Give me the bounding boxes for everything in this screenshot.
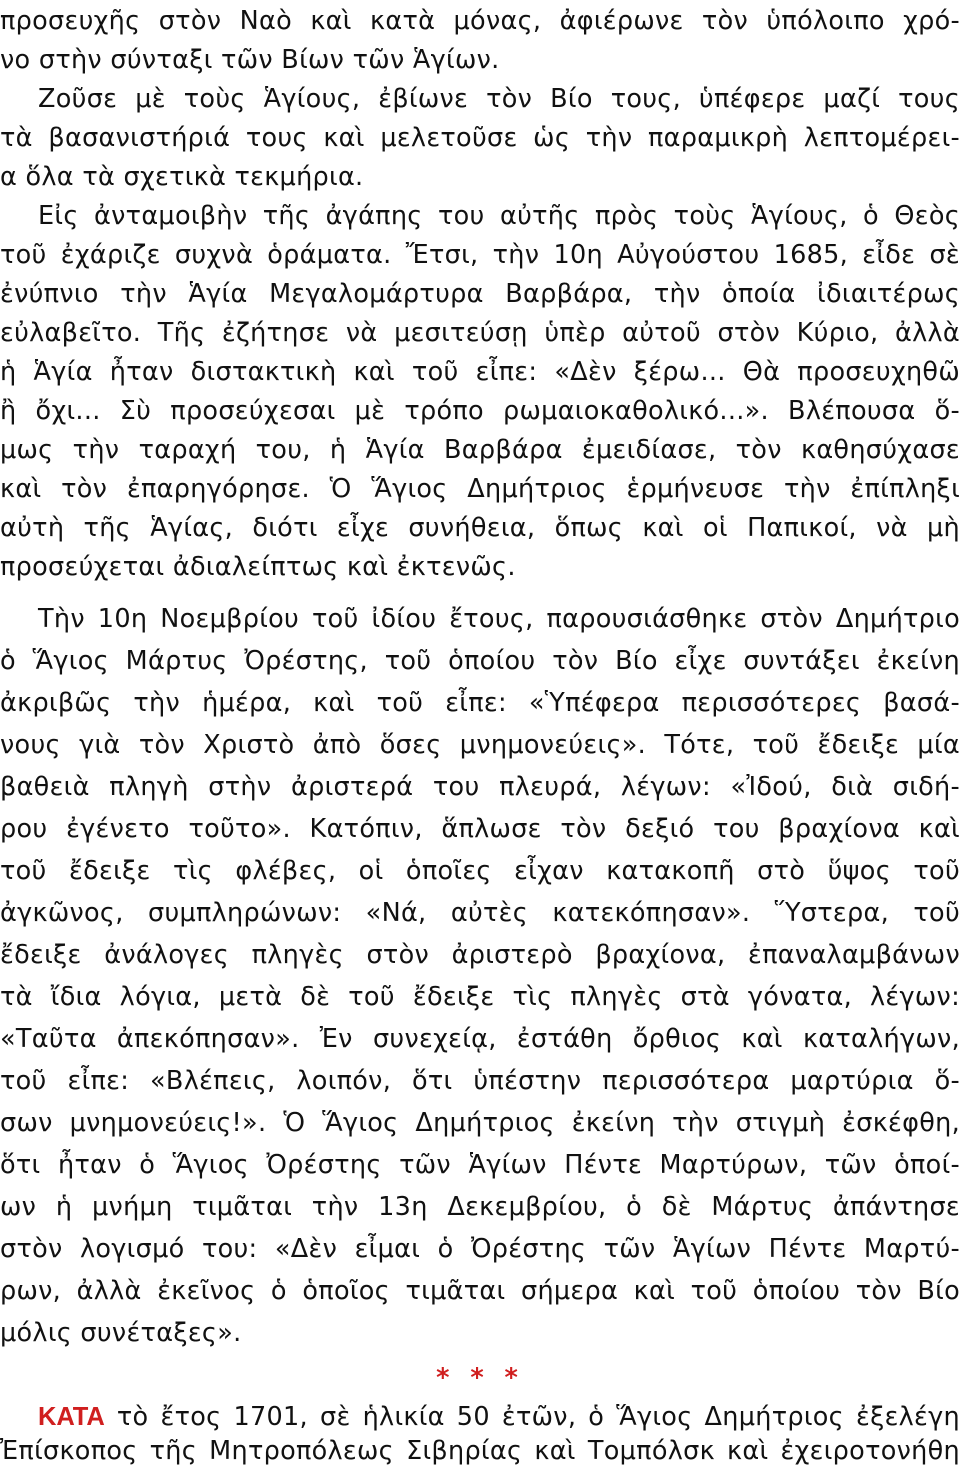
text-line: ρων, ἀλλὰ ἐκεῖνος ὁ ὁποῖος τιμᾶται σήμερα καὶ τοῦ ὁποίου τὸν Βίο xyxy=(0,1276,960,1306)
dropcap-word: ΚΑΤΑ xyxy=(38,1403,105,1431)
text-line: Ζοῦσε μὲ τοὺς Ἁγίους, ἐβίωνε τὸν Βίο τους, ὑπέφερε μαζί τους xyxy=(38,84,960,114)
text-line: βαθειὰ πληγὴ στὴν ἀριστερά του πλευρά, λέγων: «Ἰδού, διὰ σιδή- xyxy=(0,772,960,802)
text-line: τὰ ἴδια λόγια, μετὰ δὲ τοῦ ἔδειξε τὶς πληγὲς στὰ γόνατα, λέγων: xyxy=(0,982,960,1012)
text-span: τὸ ἔτος 1701, σὲ ἡλικία 50 ἐτῶν, ὁ Ἅγιος Δημήτριος ἐξελέγη xyxy=(104,1402,960,1432)
text-line: ἀκριβῶς τὴν ἡμέρα, καὶ τοῦ εἶπε: «Ὑπέφερα περισσότερες βασά- xyxy=(0,688,960,718)
section-separator: * * * xyxy=(436,1363,524,1393)
text-line: ὁ Ἅγιος Μάρτυς Ὀρέστης, τοῦ ὁποίου τὸν Βίο εἶχε συντάξει ἐκείνη xyxy=(0,646,960,676)
text-line: ἀγκῶνος, συμπληρώνων: «Νά, αὐτὲς κατεκόπησαν». Ὕστερα, τοῦ xyxy=(0,898,960,928)
text-line: προσευχῆς στὸν Ναὸ καὶ κατὰ μόνας, ἀφιέρωνε τὸν ὑπόλοιπο χρό- xyxy=(0,6,960,36)
text-line: ἢ ὄχι... Σὺ προσεύχεσαι μὲ τρόπο ρωμαιοκαθολικό...». Βλέπουσα ὅ- xyxy=(0,396,960,426)
text-line: ἔδειξε ἀνάλογες πληγὲς στὸν ἀριστερὸ βραχίονα, ἐπαναλαμβάνων xyxy=(0,940,960,970)
text-line: τοῦ ἐχάριζε συχνὰ ὁράματα. Ἔτσι, τὴν 10η Αὐγούστου 1685, εἶδε σὲ xyxy=(0,240,960,270)
text-line: τοῦ ἔδειξε τὶς φλέβες, οἱ ὁποῖες εἶχαν κατακοπῆ στὸ ὕψος τοῦ xyxy=(0,856,960,886)
text-line: νο στὴν σύνταξι τῶν Βίων τῶν Ἁγίων. xyxy=(0,45,500,75)
text-line: στὸν λογισμό του: «Δὲν εἶμαι ὁ Ὀρέστης τῶν Ἁγίων Πέντε Μαρτύ- xyxy=(0,1234,960,1264)
text-line: αὐτὴ τῆς Ἁγίας, διότι εἶχε συνήθεια, ὅπως καὶ οἱ Παπικοί, νὰ μὴ xyxy=(0,513,960,543)
text-line: μως τὴν ταραχή του, ἡ Ἁγία Βαρβάρα ἐμειδίασε, τὸν καθησύχασε xyxy=(0,435,960,465)
text-line: τὰ βασανιστήριά τους καὶ μελετοῦσε ὡς τὴν παραμικρὴ λεπτομέρει- xyxy=(0,123,960,153)
text-line: τοῦ εἶπε: «Βλέπεις, λοιπόν, ὅτι ὑπέστην περισσότερα μαρτύρια ὅ- xyxy=(0,1066,960,1096)
text-line: εὐλαβεῖτο. Τῆς ἐζήτησε νὰ μεσιτεύσῃ ὑπὲρ αὐτοῦ στὸν Κύριο, ἀλλὰ xyxy=(0,318,960,348)
text-line: Εἰς ἀνταμοιβὴν τῆς ἀγάπης του αὐτῆς πρὸς τοὺς Ἁγίους, ὁ Θεὸς xyxy=(38,201,960,231)
text-line: μόλις συνέταξες». xyxy=(0,1318,242,1348)
text-line: ρου ἐγένετο τοῦτο». Κατόπιν, ἅπλωσε τὸν δεξιό του βραχίονα καὶ xyxy=(0,814,960,844)
text-line: Τὴν 10η Νοεμβρίου τοῦ ἰδίου ἔτους, παρουσιάσθηκε στὸν Δημήτριο xyxy=(38,604,960,634)
text-line: ἐνύπνιο τὴν Ἁγία Μεγαλομάρτυρα Βαρβάρα, τὴν ὁποία ἰδιαιτέρως xyxy=(0,279,960,309)
text-line: νους γιὰ τὸν Χριστὸ ἀπὸ ὅσες μνημονεύεις». Τότε, τοῦ ἔδειξε μία xyxy=(0,730,960,760)
text-line: σων μνημονεύεις!». Ὁ Ἅγιος Δημήτριος ἐκείνη τὴν στιγμὴ ἐσκέφθη, xyxy=(0,1108,960,1138)
text-line: α ὅλα τὰ σχετικὰ τεκμήρια. xyxy=(0,162,364,192)
text-line: προσεύχεται ἀδιαλείπτως καὶ ἐκτενῶς. xyxy=(0,552,516,582)
text-line: ἡ Ἁγία ἦταν διστακτικὴ καὶ τοῦ εἶπε: «Δὲν ξέρω... Θὰ προσευχηθῶ xyxy=(0,357,960,387)
text-line: Ἐπίσκοπος τῆς Μητροπόλεως Σιβηρίας καὶ Τομπόλσκ καὶ ἐχειροτονήθη xyxy=(0,1436,960,1466)
text-line: ὅτι ἦταν ὁ Ἅγιος Ὀρέστης τῶν Ἁγίων Πέντε Μαρτύρων, τῶν ὁποί- xyxy=(0,1150,960,1180)
text-line: καὶ τὸν ἐπαρηγόρησε. Ὁ Ἅγιος Δημήτριος ἑρμήνευσε τὴν ἐπίπληξι xyxy=(0,474,960,504)
text-line: «Ταῦτα ἀπεκόπησαν». Ἐν συνεχείᾳ, ἐστάθη ὄρθιος καὶ καταλήγων, xyxy=(0,1024,960,1054)
text-line: ων ἡ μνήμη τιμᾶται τὴν 13η Δεκεμβρίου, ὁ δὲ Μάρτυς ἀπάντησε xyxy=(0,1192,960,1222)
